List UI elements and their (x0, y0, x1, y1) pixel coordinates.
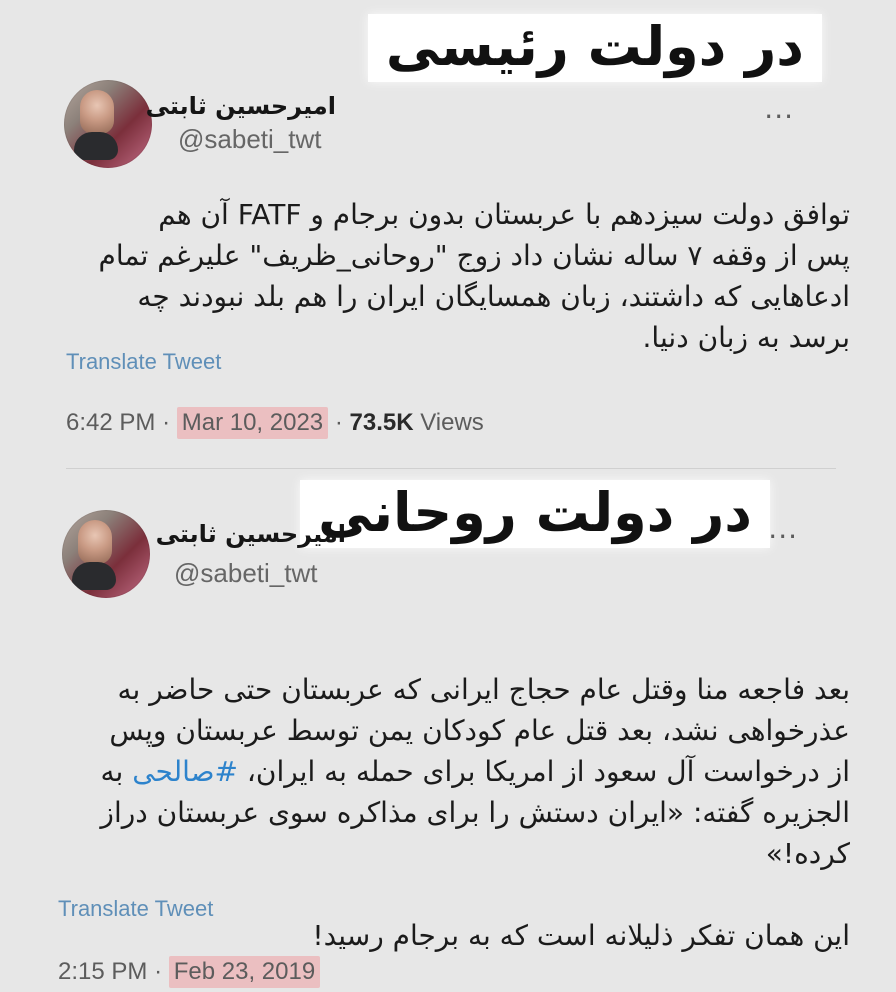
meta-separator: · (334, 409, 350, 436)
tweet-card (0, 0, 896, 470)
tweet-date[interactable]: Feb 23, 2019 (169, 956, 320, 988)
avatar[interactable] (62, 510, 150, 598)
author-handle[interactable]: @sabeti_twt (178, 124, 322, 154)
more-options-icon[interactable]: ... (768, 512, 798, 545)
author-name[interactable]: امیرحسین ثابتی (145, 92, 336, 120)
tweet-time: 6:42 PM (66, 409, 156, 436)
tweet-meta (58, 958, 320, 986)
overlay-caption: در دولت رئیسی (368, 14, 822, 82)
translate-tweet-link[interactable]: Translate Tweet (66, 349, 222, 374)
overlay-caption: در دولت روحانی (300, 480, 770, 548)
avatar[interactable] (64, 80, 152, 168)
meta-separator: · (154, 958, 169, 985)
author-handle[interactable]: @sabeti_twt (174, 558, 318, 588)
tweet-time: 2:15 PM (58, 958, 148, 985)
tweet-meta (66, 409, 484, 437)
views-count: 73.5K (349, 409, 414, 436)
tweet-text: توافق دولت سیزدهم با عربستان بدون برجام و FATF آن هم پس از وقفه ۷ ساله نشان داد زوج "روحانی_ظریف" علیرغم تمام ادعاهایی که داشتند، زبان همسایگان ایران را هم بلد نبودند چه برسد به زبان دنیا. (98, 198, 850, 354)
tweet-card (0, 470, 896, 992)
divider (66, 468, 836, 469)
author-name[interactable]: امیرحسین ثابتی (155, 520, 346, 548)
tweet-text-part-1: بعد فاجعه منا وقتل عام حجاج ایرانی که عربستان حتی حاضر به عذرخواهی نشد، بعد قتل عام کودکان یمن توسط عربستان وپس از درخواست آل سعود از امریکا برای حمله به ایران، (109, 673, 850, 788)
more-options-icon[interactable]: ... (764, 92, 794, 125)
meta-separator: · (162, 409, 177, 436)
translate-tweet-link[interactable]: Translate Tweet (58, 896, 214, 921)
tweet-date[interactable]: Mar 10, 2023 (177, 407, 328, 439)
hashtag-link[interactable]: #صالحی (132, 755, 238, 788)
views-label: Views (420, 409, 484, 436)
tweet-text-part-2: به الجزیره گفته: «ایران دستش را برای مذاکره سوی عربستان دراز کرده!» این همان تفکر ذلیلانه است که به برجام رسید! (100, 755, 850, 952)
